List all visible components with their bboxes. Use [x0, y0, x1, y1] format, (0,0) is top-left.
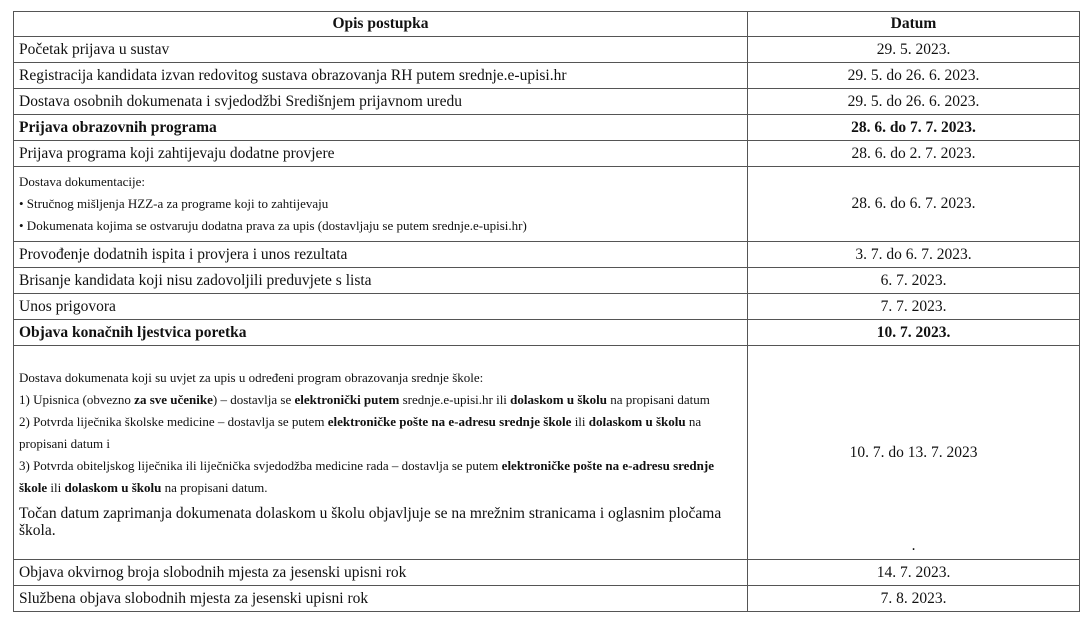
row-description: Provođenje dodatnih ispita i provjera i unos rezultata: [14, 242, 748, 268]
table-row: [14, 294, 1080, 320]
row-date: 29. 5. do 26. 6. 2023.: [748, 89, 1080, 115]
row-description: Unos prigovora: [14, 294, 748, 320]
desc-item-3: 3) Potvrda obiteljskog liječnika ili liječnička svjedodžba medicine rada – dostavlja se putem elektroničke pošte na e-adresu srednje škole ili dolaskom u školu na propisani datum.: [19, 457, 714, 495]
table-row: [14, 167, 1080, 242]
row-date: 28. 6. do 6. 7. 2023.: [748, 167, 1080, 242]
table-row: [14, 268, 1080, 294]
table-row: [14, 141, 1080, 167]
row-date-value: 10. 7. do 13. 7. 2023: [849, 443, 978, 461]
table-row: [14, 63, 1080, 89]
row-date: 7. 8. 2023.: [748, 586, 1080, 612]
row-description: Prijava programa koji zahtijevaju dodatne provjere: [14, 141, 748, 167]
table-row: [14, 115, 1080, 141]
table-row: [14, 320, 1080, 346]
desc-intro: Dostava dokumenata koji su uvjet za upis u određeni program obrazovanja srednje škole:: [19, 369, 484, 385]
header-row: [14, 12, 1080, 37]
row-description: Službena objava slobodnih mjesta za jesenski upisni rok: [14, 586, 748, 612]
row-description: Registracija kandidata izvan redovitog sustava obrazovanja RH putem srednje.e-upisi.hr: [14, 63, 748, 89]
table-row: [14, 346, 1080, 560]
row-date: 6. 7. 2023.: [748, 268, 1080, 294]
row-description: [14, 167, 748, 242]
row-date: 14. 7. 2023.: [748, 560, 1080, 586]
row-date: 10. 7. 2023.: [748, 320, 1080, 346]
row-date: 3. 7. do 6. 7. 2023.: [748, 242, 1080, 268]
row-date-dot: .: [911, 537, 916, 554]
table-row: [14, 37, 1080, 63]
row-date: 28. 6. do 2. 7. 2023.: [748, 141, 1080, 167]
row-date: 28. 6. do 7. 7. 2023.: [748, 115, 1080, 141]
table-row: [14, 242, 1080, 268]
table-row: [14, 89, 1080, 115]
desc-line: • Stručnog mišljenja HZZ-a za programe koji to zahtijevaju: [19, 196, 329, 211]
header-date: Datum: [748, 12, 1080, 37]
table-row: [14, 586, 1080, 612]
row-date: 29. 5. 2023.: [748, 37, 1080, 63]
row-description: Objava konačnih ljestvica poretka: [14, 320, 748, 346]
desc-line: • Dokumenata kojima se ostvaruju dodatna prava za upis (dostavljaju se putem srednje.e-upisi.hr): [19, 218, 527, 233]
desc-item-1: 1) Upisnica (obvezno za sve učenike) – dostavlja se elektronički putem srednje.e-upisi.hr ili dolaskom u školu na propisani datum: [19, 391, 710, 407]
row-description: Brisanje kandidata koji nisu zadovoljili preduvjete s lista: [14, 268, 748, 294]
desc-item-2: 2) Potvrda liječnika školske medicine – dostavlja se putem elektroničke pošte na e-adresu srednje škole ili dolaskom u školu na propisani datum i: [19, 413, 702, 451]
desc-line: Dostava dokumentacije:: [19, 174, 145, 189]
header-description: Opis postupka: [14, 12, 748, 37]
schedule-table: [13, 11, 1080, 612]
table-row: [14, 560, 1080, 586]
row-description: Dostava osobnih dokumenata i svjedodžbi Središnjem prijavnom uredu: [14, 89, 748, 115]
row-date: 29. 5. do 26. 6. 2023.: [748, 63, 1080, 89]
row-description: Početak prijava u sustav: [14, 37, 748, 63]
desc-note: Točan datum zaprimanja dokumenata dolaskom u školu objavljuje se na mrežnim stranicama i oglasnim pločama škola.: [19, 504, 722, 539]
row-date: 7. 7. 2023.: [748, 294, 1080, 320]
row-description: [14, 346, 748, 560]
row-date: [748, 346, 1080, 560]
row-description: Prijava obrazovnih programa: [14, 115, 748, 141]
row-description: Objava okvirnog broja slobodnih mjesta za jesenski upisni rok: [14, 560, 748, 586]
